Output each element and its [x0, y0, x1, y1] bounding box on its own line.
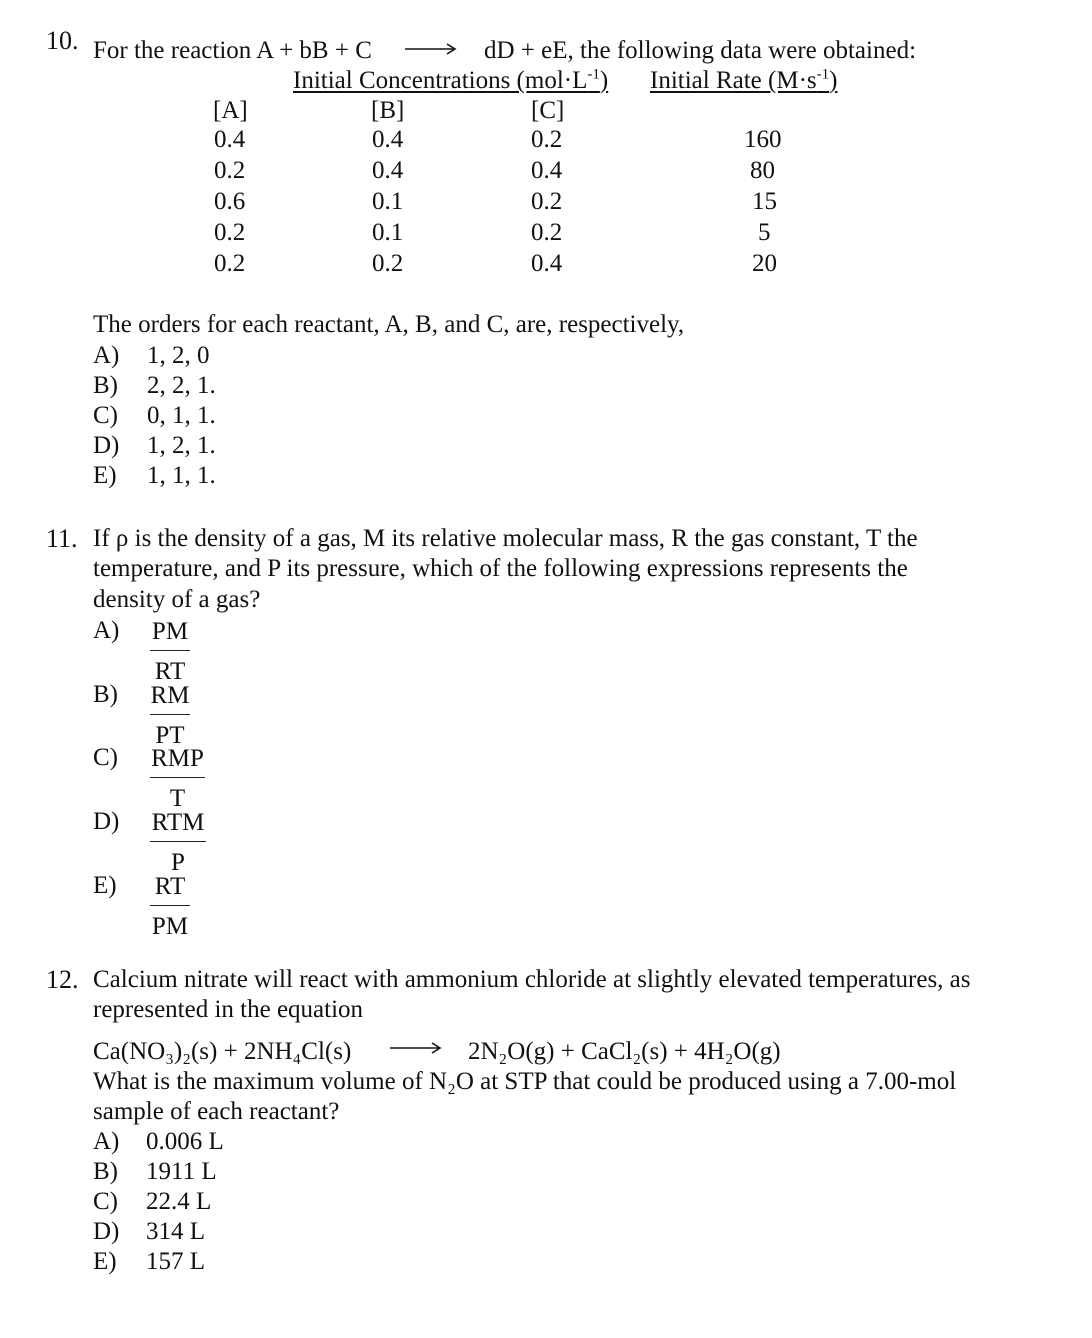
table-cell-c: 0.2	[531, 188, 563, 215]
column-header-c: [C]	[531, 97, 565, 124]
q10-option-d-text[interactable]: 1, 2, 1.	[147, 432, 216, 459]
q12-equation-right: 2N₂O(g) + CaCl₂(s) + 4H₂O(g)	[468, 1038, 781, 1065]
q12-line-2: represented in the equation	[93, 996, 364, 1023]
q12-line-1: Calcium nitrate will react with ammonium chloride at slightly elevated temperatures, as	[93, 966, 971, 993]
q12-option-c-label[interactable]: C)	[93, 1188, 118, 1215]
q10-option-d-label[interactable]: D)	[93, 432, 120, 459]
fraction-numerator: PM	[150, 619, 190, 651]
q10-number: 10.	[46, 26, 79, 55]
header-conc-text: Initial Concentrations (mol·L	[293, 67, 588, 94]
fraction-denominator: P	[171, 849, 185, 876]
table-cell-b: 0.4	[372, 157, 404, 184]
table-cell-a: 0.2	[214, 157, 246, 184]
q11-option-c-label[interactable]: C)	[93, 744, 118, 771]
q10-option-b-label[interactable]: B)	[93, 372, 118, 399]
fraction-denominator: PT	[155, 722, 185, 749]
q10-option-e-text[interactable]: 1, 1, 1.	[147, 462, 216, 489]
table-cell-rate: 20	[752, 250, 777, 277]
table-cell-b: 0.4	[372, 126, 404, 153]
table-cell-b: 0.1	[372, 219, 404, 246]
q10-option-a-text[interactable]: 1, 2, 0	[147, 342, 210, 369]
q10-option-c-label[interactable]: C)	[93, 402, 118, 429]
q12-option-a-label[interactable]: A)	[93, 1128, 120, 1155]
table-cell-rate: 15	[752, 188, 777, 215]
fraction-denominator: PM	[151, 913, 189, 940]
q10-question: The orders for each reactant, A, B, and C, are, respectively,	[93, 311, 685, 338]
q11-number: 11.	[46, 524, 78, 553]
table-cell-a: 0.2	[214, 250, 246, 277]
q10-option-c-text[interactable]: 0, 1, 1.	[147, 402, 216, 429]
q12-option-a-text[interactable]: 0.006 L	[146, 1128, 224, 1155]
fraction-numerator: RT	[150, 874, 190, 906]
q12-option-d-text[interactable]: 314 L	[146, 1218, 206, 1245]
q11-option-e-label[interactable]: E)	[93, 872, 117, 899]
column-header-a: [A]	[213, 97, 248, 124]
table-cell-a: 0.6	[214, 188, 246, 215]
table-cell-a: 0.4	[214, 126, 246, 153]
table-cell-a: 0.2	[214, 219, 246, 246]
table-cell-c: 0.4	[531, 250, 563, 277]
fraction-numerator: RM	[150, 683, 190, 715]
reaction-arrow-icon	[388, 1041, 446, 1055]
q10-option-e-label[interactable]: E)	[93, 462, 117, 489]
header-rate: Initial Rate $(M\cdot s^{-1})$	[650, 66, 838, 94]
table-cell-b: 0.2	[372, 250, 404, 277]
q10-option-a-label[interactable]: A)	[93, 342, 120, 369]
table-cell-b: 0.1	[372, 188, 404, 215]
table-cell-rate: 160	[744, 126, 782, 153]
table-cell-c: 0.2	[531, 126, 563, 153]
q10-stem-left: For the reaction A + bB + C	[93, 37, 372, 64]
q11-line-2: temperature, and P its pressure, which of the following expressions represents the	[93, 555, 908, 582]
header-concentrations: Initial Concentrations $(mol\cdot L^{-1})$	[293, 66, 609, 94]
q11-option-e-fraction[interactable]	[150, 874, 190, 939]
header-conc-exp: -1	[587, 66, 600, 83]
column-header-b: [B]	[371, 97, 405, 124]
q11-option-a-label[interactable]: A)	[93, 617, 120, 644]
header-rate-exp: -1	[816, 66, 830, 83]
q11-option-c-fraction[interactable]	[150, 746, 205, 811]
q11-option-d-label[interactable]: D)	[93, 808, 120, 835]
header-rate-text: Initial Rate (M·s	[650, 67, 817, 94]
q12-option-b-text[interactable]: 1911 L	[146, 1158, 217, 1185]
q12-option-b-label[interactable]: B)	[93, 1158, 118, 1185]
table-cell-rate: 80	[750, 157, 775, 184]
q11-line-1: If ρ is the density of a gas, M its relative molecular mass, R the gas constant, T the	[93, 525, 918, 552]
table-cell-rate: 5	[758, 219, 771, 246]
table-cell-c: 0.4	[531, 157, 563, 184]
fraction-numerator: RTM	[150, 810, 206, 842]
q12-option-e-label[interactable]: E)	[93, 1248, 117, 1275]
q12-line-4: sample of each reactant?	[93, 1098, 340, 1125]
q12-option-c-text[interactable]: 22.4 L	[146, 1188, 212, 1215]
q12-option-e-text[interactable]: 157 L	[146, 1248, 206, 1275]
q12-option-d-label[interactable]: D)	[93, 1218, 120, 1245]
q10-option-b-text[interactable]: 2, 2, 1.	[147, 372, 216, 399]
q11-option-d-fraction[interactable]	[150, 810, 206, 875]
reaction-arrow-icon	[403, 42, 461, 56]
q12-number: 12.	[46, 965, 79, 994]
fraction-numerator: RMP	[150, 746, 205, 778]
table-cell-c: 0.2	[531, 219, 563, 246]
q11-line-3: density of a gas?	[93, 586, 261, 613]
q11-option-b-label[interactable]: B)	[93, 681, 118, 708]
q11-option-b-fraction[interactable]	[150, 683, 190, 748]
fraction-denominator: T	[169, 785, 186, 812]
fraction-denominator: RT	[154, 658, 186, 685]
q11-option-a-fraction[interactable]	[150, 619, 190, 684]
q12-line-3: What is the maximum volume of N₂O at STP that could be produced using a 7.00-mol	[93, 1068, 957, 1095]
q12-equation-left: Ca(NO₃)₂(s) + 2NH₄Cl(s)	[93, 1038, 352, 1065]
q10-stem-right: dD + eE, the following data were obtained:	[484, 37, 917, 64]
